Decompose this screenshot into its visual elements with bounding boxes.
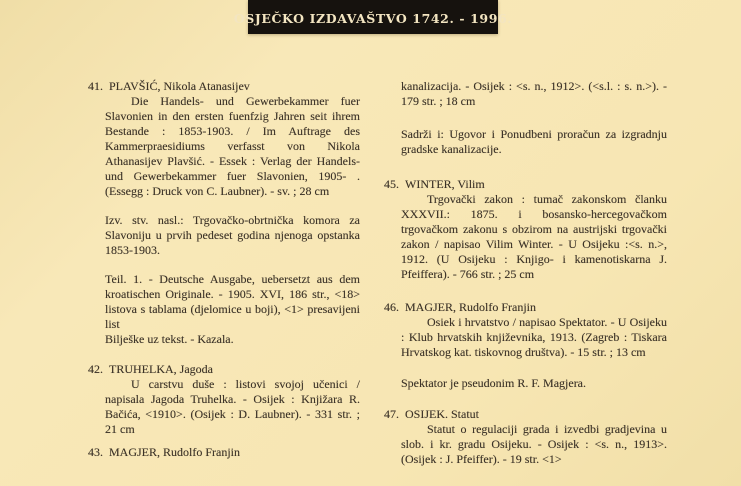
entry-heading [401, 407, 667, 422]
entry-heading [105, 445, 360, 460]
entry-author: MAGJER, Rudolfo Franjin [109, 445, 241, 459]
entry-body: U carstvu duše : listovi svojoj učenici / napisala Jagoda Truhelka. - Osijek : Knjižara R. Bačića, <1910>. (Osijek : D. Laubner). - 331 str. ; 21 cm [105, 377, 360, 436]
entry-number: 47. [384, 407, 399, 421]
entry-author: OSIJEK. Statut [405, 407, 480, 421]
entry-note: Spektator je pseudonim R. F. Magjera. [401, 376, 587, 390]
entry-author: WINTER, Vilim [405, 177, 485, 191]
entry-body: Trgovački zakon : tumač zakonskom članku XXXVII.: 1875. i bosansko-hercegovačkom trgovačkom zakonu s obzirom na austrijski trgovački zakon / napisao Vilim Winter. - U Osijeku :<s. n.>, 1912. (U Osijeku : Knjigo- i kamenotiskarna J. Pfeiffera). - 766 str. ; 25 cm [401, 192, 667, 281]
entry-body: Die Handels- und Gewerbekammer fuer Slavonien in den ersten fuenfzig Jahren seit ihrem Bestande : 1853-1903. / Im Auftrage des Kammerpraesidiums verfasst von Nikola Athanasijev Plavšić. - Essek : Verlag der Handels-und Gewerbekammer fuer Slavonien, 1905- . (Essegg : Druck von C. Laubner). - sv. ; 28 cm [105, 94, 360, 198]
entry-number: 42. [88, 362, 103, 376]
bib-entry-45 [384, 177, 667, 282]
entry-author: MAGJER, Rudolfo Franjin [405, 300, 537, 314]
bib-entry-46 [384, 300, 667, 391]
entry-note: Izv. stv. nasl.: Trgovačko-obrtnička komora za Slavoniju u prvih pedeset godina njenoga opstanka 1853-1903. [105, 213, 360, 257]
entry-number: 43. [88, 445, 103, 459]
entry-body: Statut o regulaciji grada i izvedbi gradjevina u slob. i kr. gradu Osijeku. - Osijek : <s. n., 1913>. (Osijek : J. Pfeiffer). - 19 str. <1> [401, 422, 667, 466]
bib-entry-47 [384, 407, 667, 467]
entry-number: 45. [384, 177, 399, 191]
bibliography-column-left [88, 79, 360, 460]
entry-number: 41. [88, 79, 103, 93]
entry-body: Osiek i hrvatstvo / napisao Spektator. - U Osijeku : Klub hrvatskih književnika, 1913. (Zagreb : Tiskara Hrvatskog kat. tiskovnog društva). - 15 str. ; 13 cm [401, 315, 667, 359]
entry-heading [401, 300, 667, 315]
entry-body-continuation: kanalizacija. - Osijek : <s. n., 1912>. (<s.l. : s. n.>). - 179 str. ; 18 cm [401, 79, 667, 108]
bib-entry-43 [88, 445, 360, 460]
entry-note: Bilješke uz tekst. - Kazala. [105, 332, 234, 346]
entry-author: PLAVŠIĆ, Nikola Atanasijev [109, 79, 250, 93]
bibliography-column-right [384, 79, 667, 467]
bib-entry-44-continuation [384, 79, 667, 157]
entry-author: TRUHELKA, Jagoda [109, 362, 213, 376]
page-title: OSJEČKO IZDAVAŠTVO 1742. - 1996. [233, 10, 513, 26]
bib-entry-41 [88, 79, 360, 347]
bib-entry-42 [88, 362, 360, 437]
entry-heading [105, 79, 360, 94]
entry-heading [105, 362, 360, 377]
entry-note: Teil. 1. - Deutsche Ausgabe, uebersetzt aus dem kroatischen Originale. - 1905. XVI, 186 str., <18> listova s tablama (djelomice u boji), <1> presavijeni list [105, 272, 360, 331]
entry-note: Sadrži i: Ugovor i Ponudbeni proračun za izgradnju gradske kanalizacije. [401, 127, 667, 156]
header-banner [233, 0, 513, 34]
entry-number: 46. [384, 300, 399, 314]
entry-heading [401, 177, 667, 192]
